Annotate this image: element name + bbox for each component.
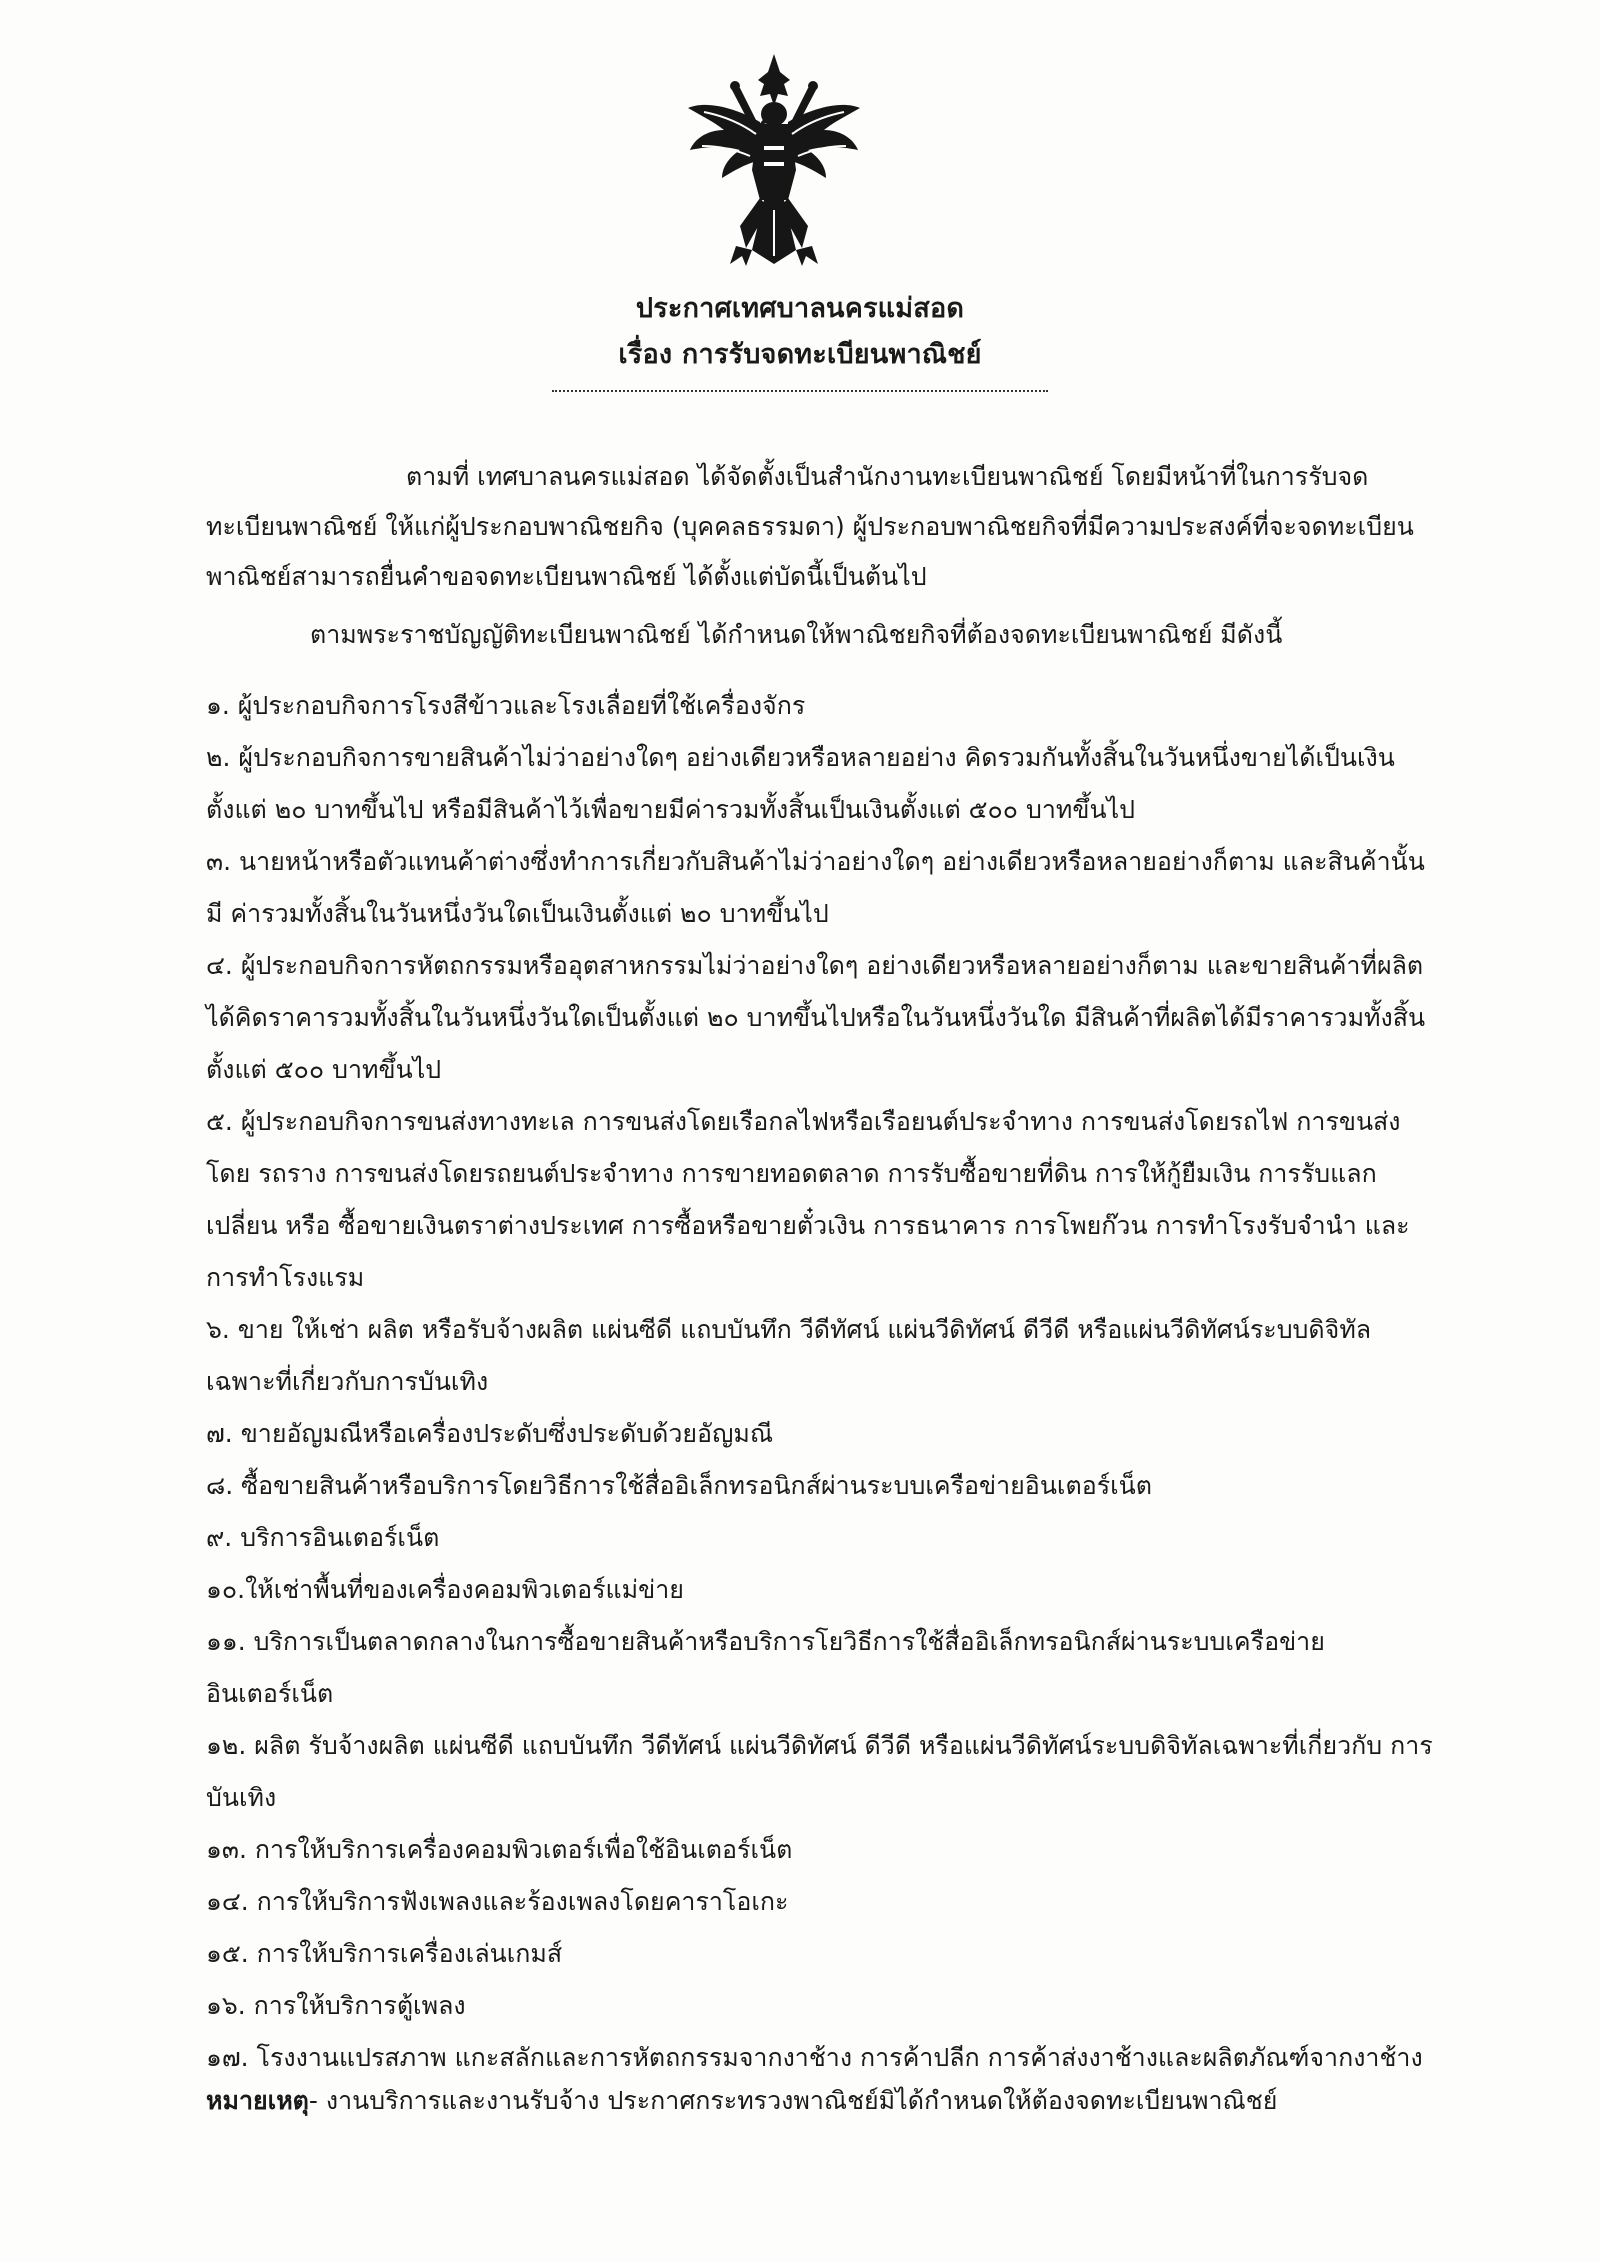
list-item: ๑๗. โรงงานแปรสภาพ แกะสลักและการหัตถกรรมจากงาช้าง การค้าปลีก การค้าส่งงาช้างและผลิตภัณฑ์จากงาช้าง (206, 2043, 1423, 2072)
list-item: ๕. ผู้ประกอบกิจการขนส่งทางทะเล การขนส่งโดยเรือกลไฟหรือเรือยนต์ประจำทาง การขนส่งโดยรถไฟ การขนส่งโดย รถราง การขนส่งโดยรถยนต์ประจำทาง การขายทอดตลาด การรับซื้อขายที่ดิน การให้กู้ยืมเงิน การรับแลกเปลี่ยน หรือ ซื้อขายเงินตราต่างประเทศ การซื้อหรือขายตั๋วเงิน การธนาคาร การโพยก๊วน การทำโรงรับจำนำ และการทำโรงแรม (206, 1107, 1410, 1292)
list-item: ๑๖. การให้บริการตู้เพลง (206, 1991, 466, 2020)
list-item: ๗. ขายอัญมณีหรือเครื่องประดับซึ่งประดับด้วยอัญมณี (206, 1419, 774, 1448)
commercial-activities-list (206, 680, 1438, 2084)
dotted-divider (552, 390, 1048, 392)
footnote-text: - งานบริการและงานรับจ้าง ประกาศกระทรวงพาณิชย์มิได้กำหนดให้ต้องจดทะเบียนพาณิชย์ (308, 2086, 1278, 2115)
list-item: ๑๐.ให้เช่าพื้นที่ของเครื่องคอมพิวเตอร์แม่ข่าย (206, 1575, 684, 1604)
list-item: ๑. ผู้ประกอบกิจการโรงสีข้าวและโรงเลื่อยที่ใช้เครื่องจักร (206, 691, 806, 720)
list-item: ๑๓. การให้บริการเครื่องคอมพิวเตอร์เพื่อใช้อินเตอร์เน็ต (206, 1835, 793, 1864)
list-item: ๑๕. การให้บริการเครื่องเล่นเกมส์ (206, 1939, 563, 1968)
list-item: ๑๒. ผลิต รับจ้างผลิต แผ่นซีดี แถบบันทึก วีดีทัศน์ แผ่นวีดิทัศน์ ดีวีดี หรือแผ่นวีดิทัศน์ระบบดิจิทัลเฉพาะที่เกี่ยวกับ การบันเทิง (206, 1731, 1433, 1812)
list-item: ๙. บริการอินเตอร์เน็ต (206, 1523, 440, 1552)
announcement-title: ประกาศเทศบาลนครแม่สอด (635, 293, 965, 324)
footnote-label: หมายเหตุ (206, 2086, 309, 2115)
list-item: ๔. ผู้ประกอบกิจการหัตถกรรมหรืออุตสาหกรรมไม่ว่าอย่างใดๆ อย่างเดียวหรือหลายอย่างก็ตาม และขายสินค้าที่ผลิต ได้คิดราคารวมทั้งสิ้นในวันหนึ่งวันใดเป็นตั้งแต่ ๒๐ บาทขึ้นไปหรือในวันหนึ่งวันใด มีสินค้าที่ผลิตได้มีราคารวมทั้งสิ้น ตั้งแต่ ๕๐๐ บาทขึ้นไป (206, 951, 1426, 1084)
intro-paragraph: ตามที่ เทศบาลนครแม่สอด ได้จัดตั้งเป็นสำนักงานทะเบียนพาณิชย์ โดยมีหน้าที่ในการรับจดทะเบียนพาณิชย์ ให้แก่ผู้ประกอบพาณิชยกิจ (บุคคลธรรมดา) ผู้ประกอบพาณิชยกิจที่มีความประสงค์ที่จะจดทะเบียนพาณิชย์สามารถยื่นคำขอจดทะเบียนพาณิชย์ ได้ตั้งแต่บัดนี้เป็นต้นไป (206, 462, 1414, 591)
list-item: ๑๔. การให้บริการฟังเพลงและร้องเพลงโดยคาราโอเกะ (206, 1887, 789, 1916)
garuda-emblem-icon (684, 50, 864, 270)
list-item: ๑๑. บริการเป็นตลาดกลางในการซื้อขายสินค้าหรือบริการโยวิธีการใช้สื่ออิเล็กทรอนิกส์ผ่านระบบเครือข่ายอินเตอร์เน็ต (206, 1627, 1325, 1708)
list-item: ๖. ขาย ให้เช่า ผลิต หรือรับจ้างผลิต แผ่นซีดี แถบบันทึก วีดีทัศน์ แผ่นวีดิทัศน์ ดีวีดี หรือแผ่นวีดิทัศน์ระบบดิจิทัล เฉพาะที่เกี่ยวกับการบันเทิง (206, 1315, 1372, 1396)
list-item: ๘. ซื้อขายสินค้าหรือบริการโดยวิธีการใช้สื่ออิเล็กทรอนิกส์ผ่านระบบเครือข่ายอินเตอร์เน็ต (206, 1471, 1153, 1500)
list-item: ๒. ผู้ประกอบกิจการขายสินค้าไม่ว่าอย่างใดๆ อย่างเดียวหรือหลายอย่าง คิดรวมกันทั้งสิ้นในวันหนึ่งขายได้เป็นเงิน ตั้งแต่ ๒๐ บาทขึ้นไป หรือมีสินค้าไว้เพื่อขายมีค่ารวมทั้งสิ้นเป็นเงินตั้งแต่ ๕๐๐ บาทขึ้นไป (206, 743, 1395, 824)
announcement-subject: เรื่อง การรับจดทะเบียนพาณิชย์ (618, 339, 982, 370)
list-item: ๓. นายหน้าหรือตัวแทนค้าต่างซึ่งทำการเกี่ยวกับสินค้าไม่ว่าอย่างใดๆ อย่างเดียวหรือหลายอย่างก็ตาม และสินค้านั้นมี ค่ารวมทั้งสิ้นในวันหนึ่งวันใดเป็นเงินตั้งแต่ ๒๐ บาทขึ้นไป (206, 847, 1425, 928)
law-statement: ตามพระราชบัญญัติทะเบียนพาณิชย์ ได้กำหนดให้พาณิชยกิจที่ต้องจดทะเบียนพาณิชย์ มีดังนี้ (310, 620, 1283, 649)
footnote (206, 2076, 1438, 2126)
